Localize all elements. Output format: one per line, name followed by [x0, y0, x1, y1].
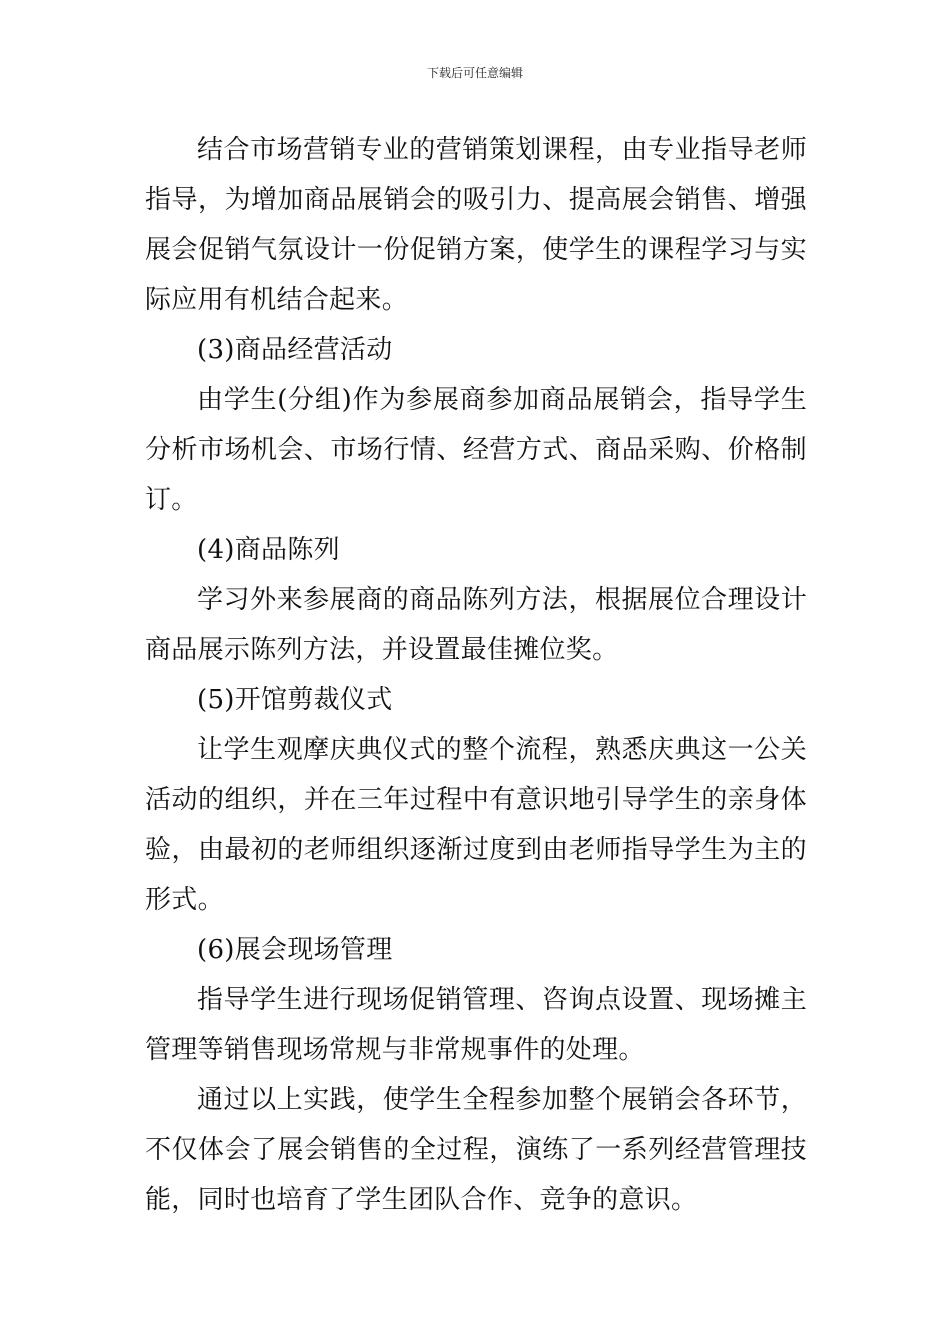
paragraph-product-display: 学习外来参展商的商品陈列方法，根据展位合理设计商品展示陈列方法，并设置最佳摊位奖。	[145, 585, 807, 665]
paragraph-opening-ceremony: 让学生观摩庆典仪式的整个流程，熟悉庆典这一公关活动的组织，并在三年过程中有意识地引导学生的亲身体验，由最初的老师组织逐渐过度到由老师指导学生为主的形式。	[145, 735, 807, 915]
paragraph-onsite-management: 指导学生进行现场促销管理、咨询点设置、现场摊主管理等销售现场常规与非常规事件的处理。	[145, 985, 807, 1065]
paragraph-business-activity: 由学生(分组)作为参展商参加商品展销会，指导学生分析市场机会、市场行情、经营方式、商品采购、价格制订。	[145, 385, 807, 515]
document-body	[145, 125, 807, 1225]
paragraph-conclusion: 通过以上实践，使学生全程参加整个展销会各环节，不仅体会了展会销售的全过程，演练了一系列经营管理技能，同时也培育了学生团队合作、竞争的意识。	[145, 1085, 807, 1215]
heading-business-activity: (3)商品经营活动	[197, 335, 393, 365]
paragraph-promotion-plan: 结合市场营销专业的营销策划课程，由专业指导老师指导，为增加商品展销会的吸引力、提高展会销售、增强展会促销气氛设计一份促销方案，使学生的课程学习与实际应用有机结合起来。	[145, 135, 807, 315]
heading-opening-ceremony: (5)开馆剪裁仪式	[197, 685, 393, 715]
page-header: 下载后可任意编辑	[426, 66, 523, 80]
heading-onsite-management: (6)展会现场管理	[197, 935, 393, 965]
heading-product-display: (4)商品陈列	[197, 535, 340, 565]
